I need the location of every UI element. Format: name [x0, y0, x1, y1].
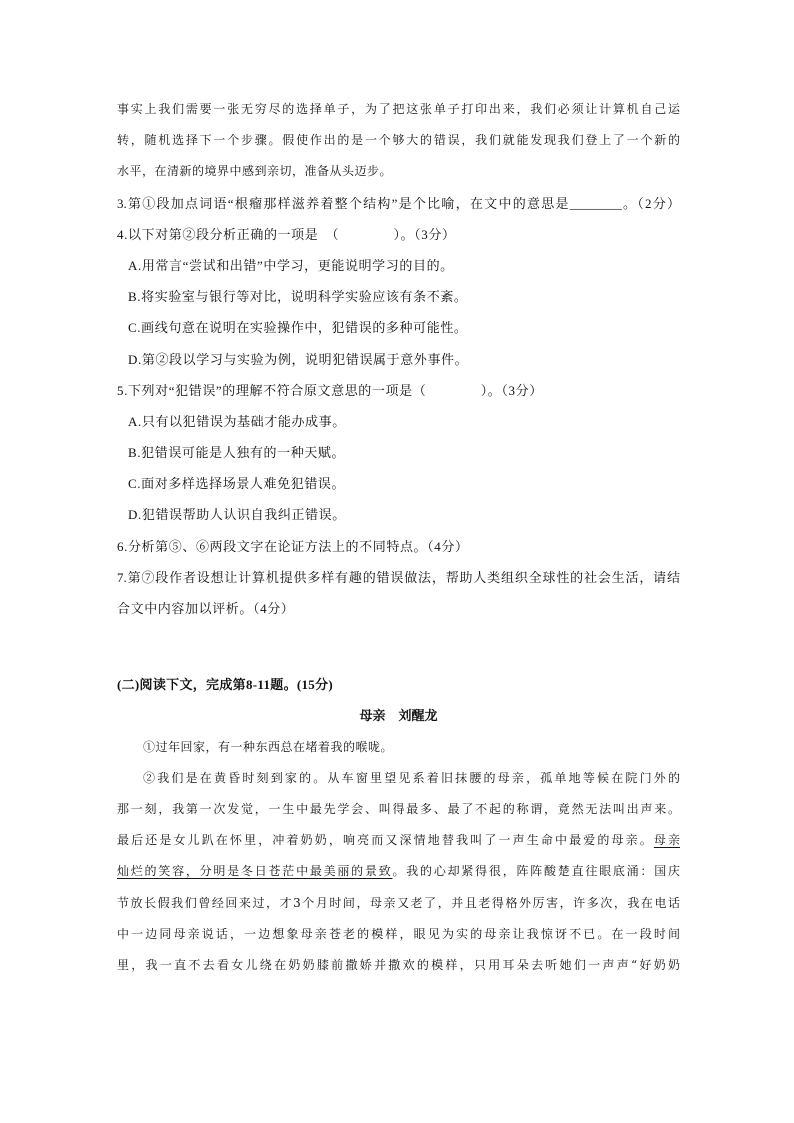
plain-text: 。我的心却紧得很，阵阵酸楚直往眼底涌：国庆: [392, 864, 680, 879]
question-5-option-a: A.只有以犯错误为基础才能办成事。: [128, 413, 346, 429]
question-3: 3.第①段加点词语“根瘤那样滋养着整个结构”是个比喻，在文中的意思是________。（2分）: [117, 195, 680, 211]
section-spacer: [117, 624, 680, 669]
paragraph-2-line: 节放长假我们曾经回来过，才3个月时间，母亲又老了，并且老得格外厉害，许多次，我在电话: [117, 895, 680, 910]
underlined-sentence: 母亲: [653, 833, 680, 848]
article-title-block: [117, 700, 680, 731]
question-7-line: 合文中内容加以评析。（4分）: [117, 601, 295, 616]
question-4-option-d: D.第②段以学习与实验为例，说明犯错误属于意外事件。: [128, 351, 469, 367]
article-title: 母亲: [359, 708, 386, 724]
paragraph-2-line: 中一边同母亲说话，一边想象母亲苍老的模样，眼见为实的母亲让我惊讶不已。在一段时间: [117, 926, 680, 941]
article-author: 刘醒龙: [398, 708, 438, 724]
page-content: [117, 94, 680, 981]
question-7-line: 7.第⑦段作者设想让计算机提供多样有趣的错误做法，帮助人类组织全球性的社会生活，请结: [117, 569, 680, 585]
question-5-option-d: D.犯错误帮助人认识自我纠正错误。: [128, 507, 346, 523]
paragraph-2-line: [117, 856, 680, 887]
paragraph-2-line: 里，我一直不去看女儿绕在奶奶膝前撒娇并撒欢的模样，只用耳朵去听她们一声声“好奶奶: [117, 957, 680, 972]
underlined-sentence: 灿烂的笑容，分明是冬日苍茫中最美丽的景致: [117, 864, 393, 879]
question-4-stem: 4.以下对第②段分析正确的一项是 （ ）。（3分）: [117, 226, 456, 242]
passage-line: 水平，在清新的境界中感到亲切，准备从头迈步。: [117, 164, 393, 179]
passage-line: 事实上我们需要一张无穷尽的选择单子，为了把这张单子打印出来，我们必须让计算机自己运: [117, 102, 680, 116]
paragraph-1: ①过年回家，有一种东西总在堵着我的喉咙。: [143, 739, 394, 754]
question-4-option-c: C.画线句意在说明在实验操作中，犯错误的多种可能性。: [128, 320, 468, 336]
paragraph-2-line: ②我们是在黄昏时刻到家的。从车窗里望见系着旧抹腰的母亲，孤单地等候在院门外的: [143, 770, 680, 785]
question-5-option-c: C.面对多样选择场景人难免犯错误。: [128, 476, 346, 492]
question-4-option-a: A.用常言“尝试和出错”中学习，更能说明学习的目的。: [128, 257, 454, 273]
paragraph-2-line: 那一刻，我第一次发觉，一生中最先学会、叫得最多、最了不起的称谓，竟然无法叫出声来。: [117, 801, 680, 816]
question-4-option-b: B.将实验室与银行等对比，说明科学实验应该有条不紊。: [128, 289, 468, 305]
question-6: 6.分析第⑤、⑥两段文字在论证方法上的不同特点。（4分）: [117, 538, 469, 554]
section-heading: (二)阅读下文，完成第8-11题。(15分): [117, 677, 334, 693]
question-5-stem: 5.下列对“犯错误”的理解不符合原文意思的一项是（ ）。（3分）: [117, 382, 543, 398]
paragraph-2-line: [117, 825, 680, 856]
passage-line: 转，随机选择下一个步骤。假使作出的是一个够大的错误，我们就能发现我们登上了一个新的: [117, 133, 680, 148]
question-5-option-b: B.犯错误可能是人独有的一种天赋。: [128, 445, 346, 461]
plain-text: 最后还是女儿趴在怀里，冲着奶奶，响亮而又深情地替我叫了一声生命中最爱的母亲。: [117, 833, 654, 848]
